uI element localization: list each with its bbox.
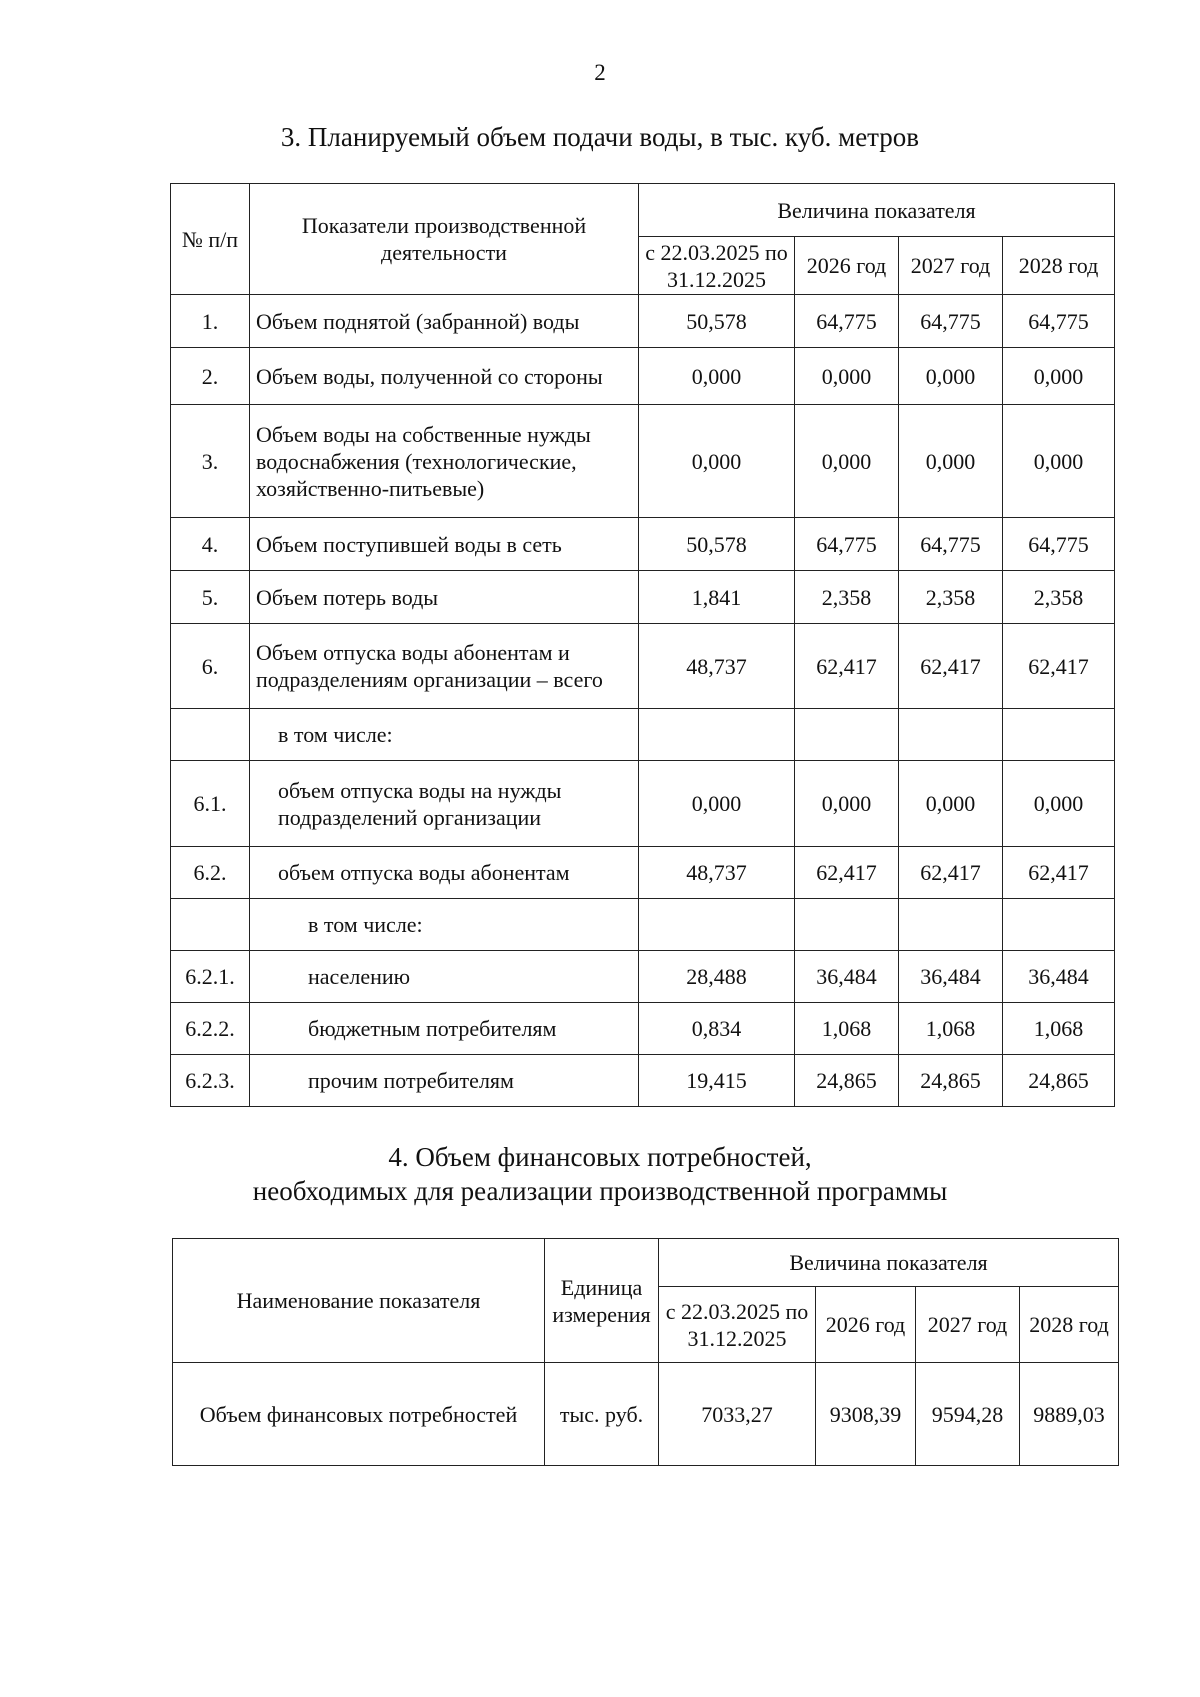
table-row [171,1055,1115,1107]
section3-title: 3. Планируемый объем подачи воды, в тыс. куб. метров [280,122,920,152]
table-row [171,571,1115,624]
row-value: 24,865 [1003,1055,1115,1107]
row-value: 64,775 [1003,518,1115,571]
page-number: 2 [594,60,606,85]
row-num: 6.2.1. [171,951,250,1003]
row-value: 0,000 [639,405,795,518]
header-value-group: Величина показателя [639,184,1115,237]
row-value: 1,068 [899,1003,1003,1055]
water-supply-table [170,183,1115,1107]
row-name: Объем финансовых потребностей [173,1363,545,1466]
row-value: 64,775 [899,295,1003,348]
row-num: 6.2.2. [171,1003,250,1055]
table-row [171,348,1115,405]
row-num: 1. [171,295,250,348]
row-name: в том числе: [250,709,639,761]
row-value [899,709,1003,761]
table-row [171,295,1115,348]
row-name: прочим потребителям [250,1055,639,1107]
row-value: 48,737 [639,847,795,899]
table-row [171,951,1115,1003]
row-value: 0,000 [899,348,1003,405]
row-value: 64,775 [899,518,1003,571]
row-value: 48,737 [639,624,795,709]
section4-title-line1: 4. Объем финансовых потребностей, [388,1142,812,1172]
row-value: 19,415 [639,1055,795,1107]
row-num: 2. [171,348,250,405]
row-value: 36,484 [1003,951,1115,1003]
row-num [171,709,250,761]
row-value: 0,000 [639,348,795,405]
row-value: 62,417 [795,624,899,709]
row-num: 6.2.3. [171,1055,250,1107]
header-period: 2027 год [916,1287,1020,1363]
row-value: 62,417 [899,847,1003,899]
table-row [171,761,1115,847]
header-unit: Единица измерения [545,1239,659,1363]
row-value: 0,000 [795,348,899,405]
row-value: 1,841 [639,571,795,624]
row-value: 62,417 [795,847,899,899]
row-value: 2,358 [795,571,899,624]
header-period: 2026 год [816,1287,916,1363]
row-value [639,709,795,761]
header-num: № п/п [171,184,250,295]
row-name: Объем отпуска воды абонентам и подразделениям организации – всего [250,624,639,709]
row-value: 0,000 [1003,348,1115,405]
row-num: 4. [171,518,250,571]
header-value-group: Величина показателя [659,1239,1119,1287]
row-name: объем отпуска воды абонентам [250,847,639,899]
row-num: 3. [171,405,250,518]
row-num: 6.2. [171,847,250,899]
row-value: 2,358 [1003,571,1115,624]
section4-title [0,1140,1200,1208]
row-value: 62,417 [1003,624,1115,709]
row-name: в том числе: [250,899,639,951]
row-value: 64,775 [795,295,899,348]
row-value [639,899,795,951]
row-value: 0,834 [639,1003,795,1055]
table-row [173,1363,1119,1466]
row-num [171,899,250,951]
row-unit: тыс. руб. [545,1363,659,1466]
row-value: 0,000 [1003,405,1115,518]
row-name: Объем потерь воды [250,571,639,624]
row-value: 0,000 [1003,761,1115,847]
row-value: 36,484 [899,951,1003,1003]
row-value: 9594,28 [916,1363,1020,1466]
row-name: Объем воды, полученной со стороны [250,348,639,405]
header-period: 2027 год [899,237,1003,295]
table-row [171,518,1115,571]
row-value: 28,488 [639,951,795,1003]
row-value: 9308,39 [816,1363,916,1466]
row-value: 0,000 [795,405,899,518]
row-value: 50,578 [639,295,795,348]
row-value: 1,068 [795,1003,899,1055]
row-value [795,899,899,951]
table-row [171,624,1115,709]
row-value: 24,865 [899,1055,1003,1107]
row-value: 0,000 [899,405,1003,518]
row-name: бюджетным потребителям [250,1003,639,1055]
row-value [899,899,1003,951]
row-value: 62,417 [899,624,1003,709]
row-value: 64,775 [1003,295,1115,348]
row-value [795,709,899,761]
row-num: 5. [171,571,250,624]
row-name: населению [250,951,639,1003]
row-value: 0,000 [639,761,795,847]
section4-title-line2: необходимых для реализации производственной программы [252,1176,948,1206]
row-value: 50,578 [639,518,795,571]
header-period: с 22.03.2025 по 31.12.2025 [659,1287,816,1363]
row-value: 0,000 [899,761,1003,847]
header-indicator: Показатели производственной деятельности [250,184,639,295]
row-num: 6. [171,624,250,709]
row-value [1003,709,1115,761]
row-value: 9889,03 [1020,1363,1119,1466]
row-value [1003,899,1115,951]
header-period: с 22.03.2025 по 31.12.2025 [639,237,795,295]
row-value: 64,775 [795,518,899,571]
financial-needs-table [172,1238,1119,1466]
row-value: 24,865 [795,1055,899,1107]
row-name: Объем воды на собственные нужды водоснабжения (технологические, хозяйственно-питьевые) [250,405,639,518]
row-num: 6.1. [171,761,250,847]
row-value: 36,484 [795,951,899,1003]
header-name: Наименование показателя [173,1239,545,1363]
table-row [171,1003,1115,1055]
table-row [171,847,1115,899]
table-row [171,405,1115,518]
row-value: 1,068 [1003,1003,1115,1055]
header-period: 2028 год [1020,1287,1119,1363]
row-name: объем отпуска воды на нужды подразделений организации [250,761,639,847]
row-value: 2,358 [899,571,1003,624]
row-value: 62,417 [1003,847,1115,899]
header-period: 2026 год [795,237,899,295]
table-row [171,709,1115,761]
row-value: 7033,27 [659,1363,816,1466]
header-period: 2028 год [1003,237,1115,295]
row-value: 0,000 [795,761,899,847]
row-name: Объем поднятой (забранной) воды [250,295,639,348]
row-name: Объем поступившей воды в сеть [250,518,639,571]
table-row [171,899,1115,951]
